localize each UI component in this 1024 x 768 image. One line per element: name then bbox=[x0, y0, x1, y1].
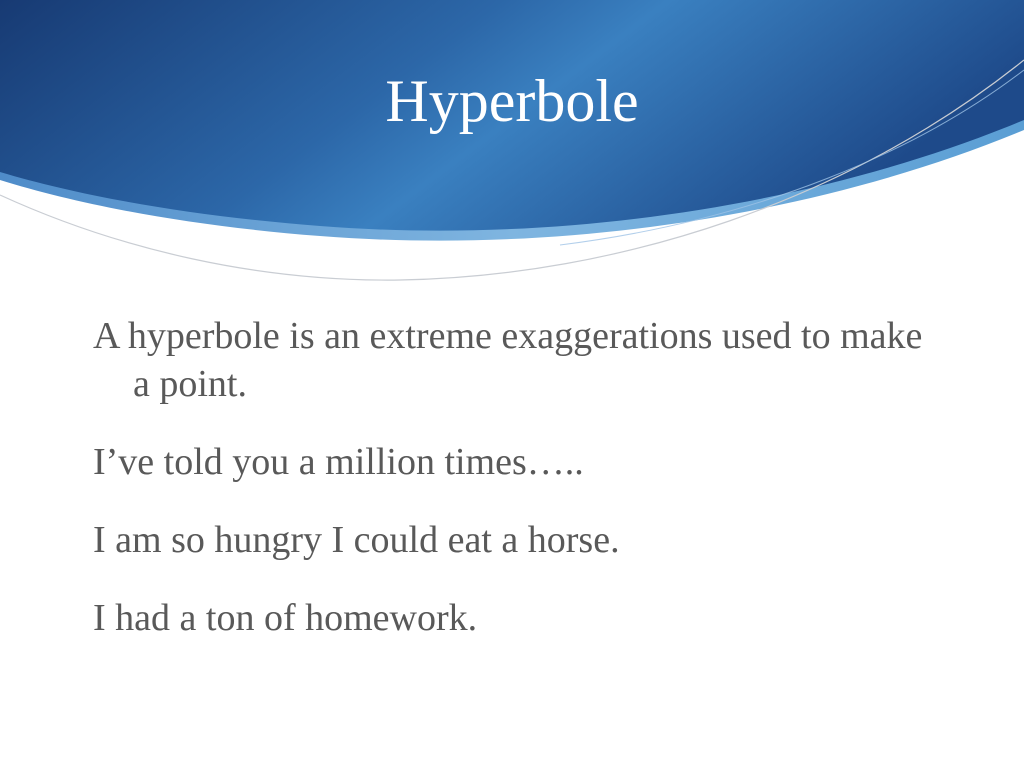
paragraph-example-1: I’ve told you a million times….. bbox=[93, 441, 584, 483]
slide-title: Hyperbole bbox=[385, 68, 639, 134]
slide-body bbox=[93, 312, 933, 672]
paragraph-definition: A hyperbole is an extreme exaggerations used to make a point. bbox=[93, 315, 923, 405]
paragraph-example-3: I had a ton of homework. bbox=[93, 597, 478, 639]
header-swoosh-background bbox=[0, 0, 1024, 300]
paragraph-example-2: I am so hungry I could eat a horse. bbox=[93, 519, 620, 561]
